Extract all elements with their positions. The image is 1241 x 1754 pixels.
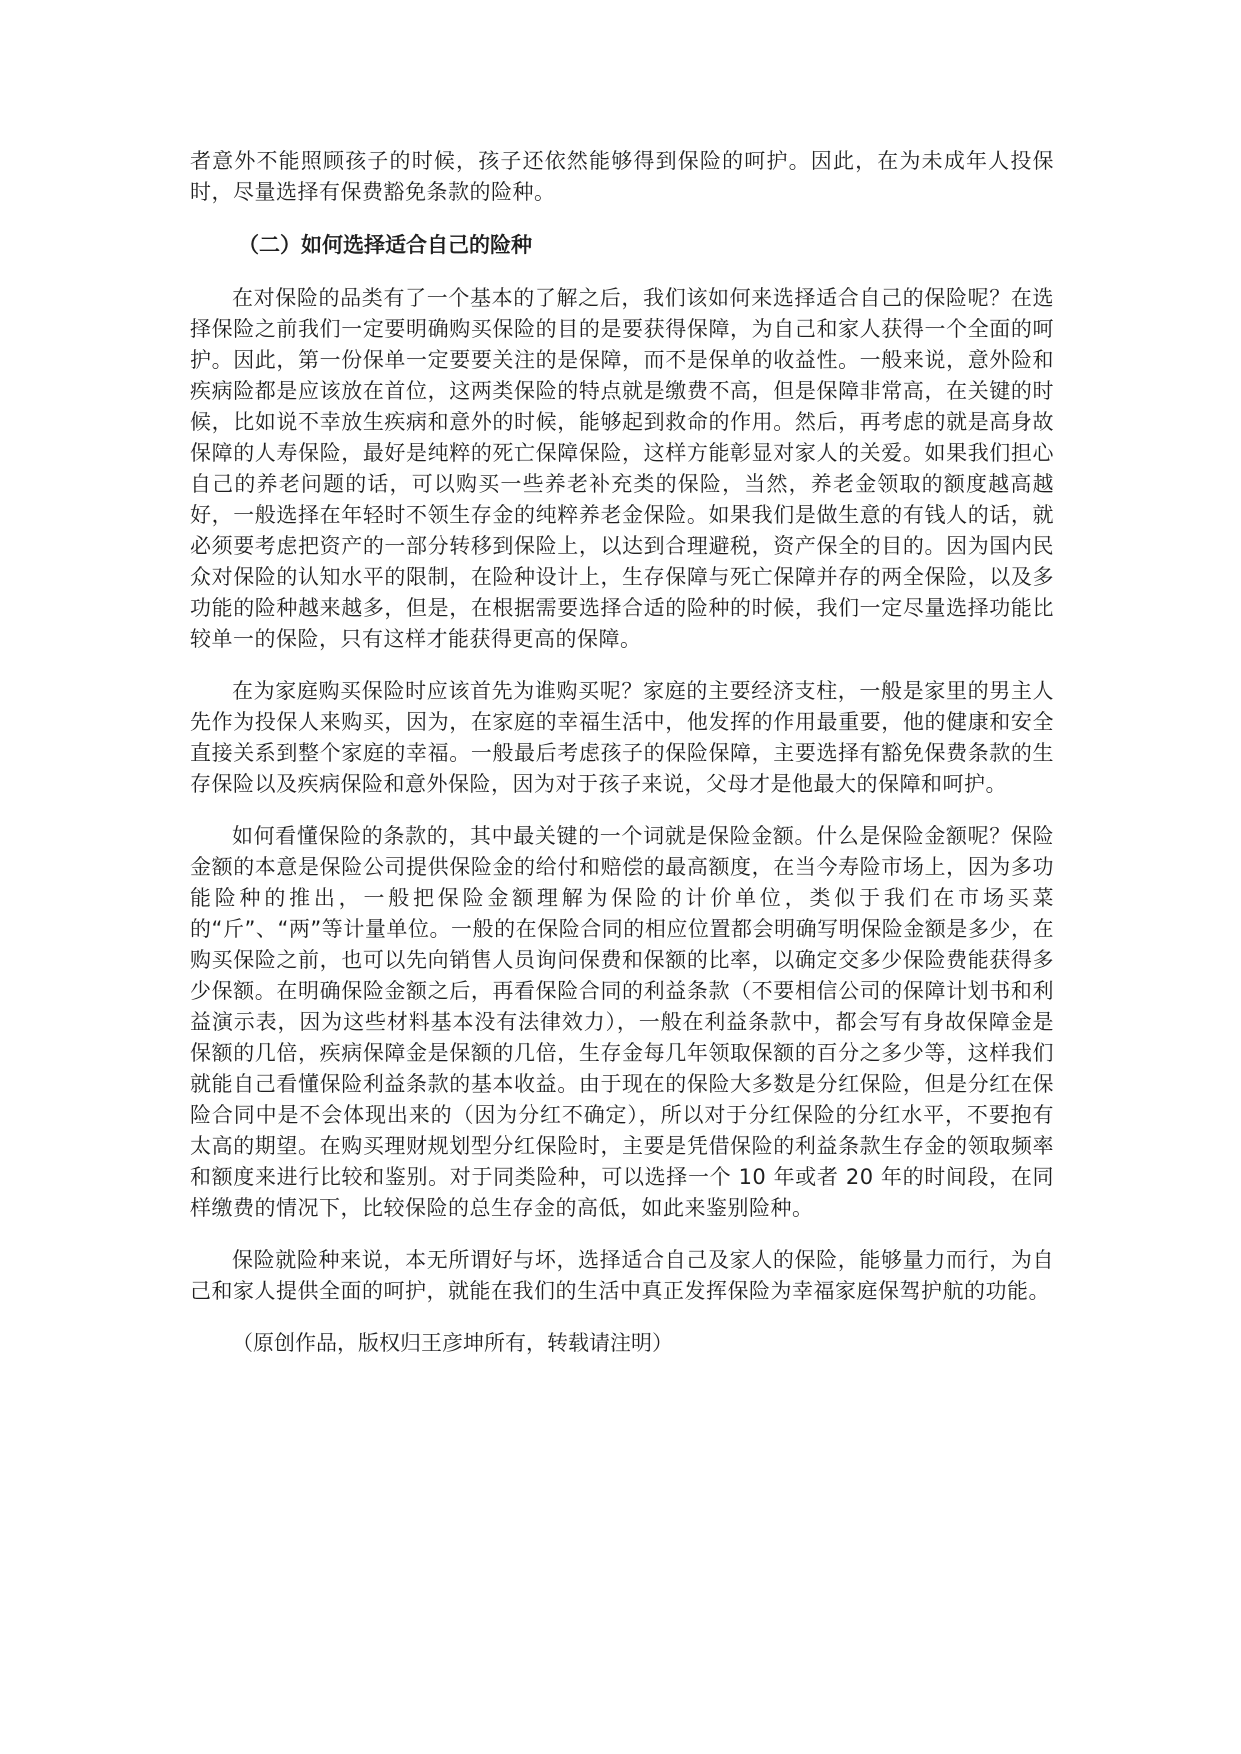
body-paragraph-2: 在为家庭购买保险时应该首先为谁购买呢？家庭的主要经济支柱，一般是家里的男主人先作为投保人来购买，因为，在家庭的幸福生活中，他发挥的作用最重要，他的健康和安全直接关系到整个家庭的幸福。一般最后考虑孩子的保险保障，主要选择有豁免保费条款的生存保险以及疾病保险和意外保险，因为对于孩子来说，父母才是他最大的保障和呵护。 xyxy=(190,679,1054,796)
intro-paragraph: 者意外不能照顾孩子的时候，孩子还依然能够得到保险的呵护。因此，在为未成年人投保时，尽量选择有保费豁免条款的险种。 xyxy=(190,149,1054,204)
copyright-note: （原创作品，版权归王彦坤所有，转载请注明） xyxy=(232,1331,673,1355)
section-heading: （二）如何选择适合自己的险种 xyxy=(238,233,532,257)
body-paragraph-1: 在对保险的品类有了一个基本的了解之后，我们该如何来选择适合自己的保险呢？在选择保险之前我们一定要明确购买保险的目的是要获得保障，为自己和家人获得一个全面的呵护。因此，第一份保单一定要要关注的是保障，而不是保单的收益性。一般来说，意外险和疾病险都是应该放在首位，这两类保险的特点就是缴费不高，但是保障非常高，在关键的时候，比如说不幸放生疾病和意外的时候，能够起到救命的作用。然后，再考虑的就是高身故保障的人寿保险，最好是纯粹的死亡保障保险，这样方能彰显对家人的关爱。如果我们担心自己的养老问题的话，可以购买一些养老补充类的保险，当然，养老金领取的额度越高越好，一般选择在年轻时不领生存金的纯粹养老金保险。如果我们是做生意的有钱人的话，就必须要考虑把资产的一部分转移到保险上，以达到合理避税，资产保全的目的。因为国内民众对保险的认知水平的限制，在险种设计上，生存保障与死亡保障并存的两全保险，以及多功能的险种越来越多，但是，在根据需要选择合适的险种的时候，我们一定尽量选择功能比较单一的保险，只有这样才能获得更高的保障。 xyxy=(190,286,1054,651)
document-page xyxy=(190,146,1054,1359)
body-paragraph-3: 如何看懂保险的条款的，其中最关键的一个词就是保险金额。什么是保险金额呢？保险金额的本意是保险公司提供保险金的给付和赔偿的最高额度，在当今寿险市场上，因为多功能险种的推出，一般把保险金额理解为保险的计价单位，类似于我们在市场买菜的“斤”、“两”等计量单位。一般的在保险合同的相应位置都会明确写明保险金额是多少，在购买保险之前，也可以先向销售人员询问保费和保额的比率，以确定交多少保险费能获得多少保额。在明确保险金额之后，再看保险合同的利益条款（不要相信公司的保障计划书和利益演示表，因为这些材料基本没有法律效力），一般在利益条款中，都会写有身故保障金是保额的几倍，疾病保障金是保额的几倍，生存金每几年领取保额的百分之多少等，这样我们就能自己看懂保险利益条款的基本收益。由于现在的保险大多数是分红保险，但是分红在保险合同中是不会体现出来的（因为分红不确定），所以对于分红保险的分红水平，不要抱有太高的期望。在购买理财规划型分红保险时，主要是凭借保险的利益条款生存金的领取频率和额度来进行比较和鉴别。对于同类险种，可以选择一个 10 年或者 20 年的时间段，在同样缴费的情况下，比较保险的总生存金的高低，如此来鉴别险种。 xyxy=(190,824,1054,1220)
body-paragraph-4: 保险就险种来说，本无所谓好与坏，选择适合自己及家人的保险，能够量力而行，为自己和家人提供全面的呵护，就能在我们的生活中真正发挥保险为幸福家庭保驾护航的功能。 xyxy=(190,1248,1054,1303)
